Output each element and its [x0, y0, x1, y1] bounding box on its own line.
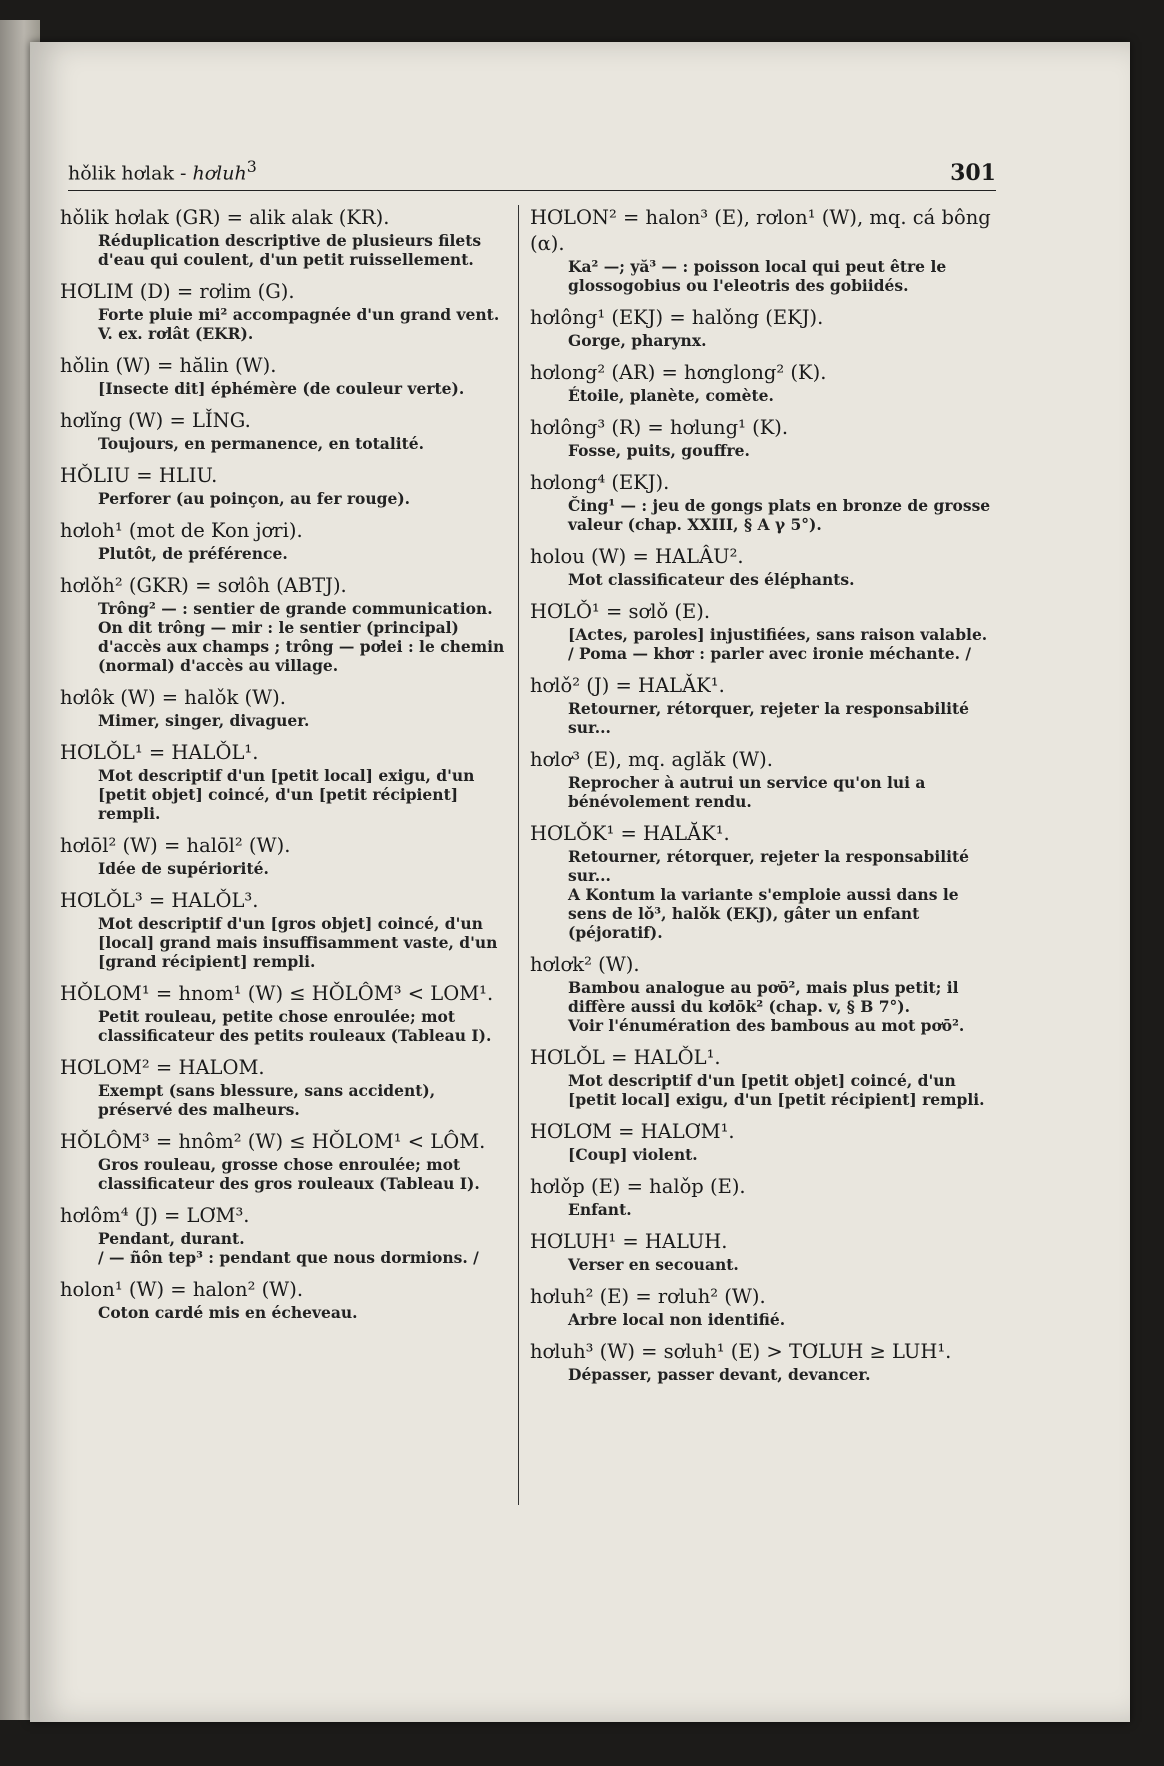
- entry-headword: HƠLǑK¹ = HALĂK¹.: [530, 822, 730, 845]
- entry-definition: [Insecte dit] éphémère (de couleur verte).: [98, 379, 465, 398]
- dictionary-entry: [60, 1129, 515, 1193]
- entry-headword: HƠLǑL¹ = HALǑL¹.: [60, 741, 259, 764]
- dictionary-entry: [530, 747, 1000, 811]
- entry-definition: / Poma — khơr : parler avec ironie méchante. /: [568, 644, 972, 663]
- entry-definition: Plutôt, de préférence.: [98, 544, 288, 563]
- dictionary-entry: [530, 544, 1000, 589]
- dictionary-entry: [60, 888, 515, 971]
- entry-definition: Enfant.: [568, 1200, 632, 1219]
- entry-headword: HƠLUH¹ = HALUH.: [530, 1230, 728, 1253]
- entry-definition: Mot descriptif d'un [petit objet] coincé, d'un [petit local] exigu, d'un [petit récipient] rempli.: [568, 1071, 985, 1109]
- entry-headword: HǑLÔM³ = hnôm² (W) ≤ HǑLOM¹ < LÔM.: [60, 1130, 486, 1153]
- entry-headword: hơlơk² (W).: [530, 953, 640, 976]
- dictionary-entry: [530, 1174, 1000, 1219]
- entry-definition: Fosse, puits, gouffre.: [568, 441, 750, 460]
- entry-definition: Reprocher à autrui un service qu'on lui a bénévolement rendu.: [568, 773, 926, 811]
- entry-definition: Bambou analogue au pơō², mais plus petit; il diffère aussi du kơlōk² (chap. v, § B 7°).: [568, 978, 959, 1016]
- entry-headword: HǑLOM¹ = hnom¹ (W) ≤ HǑLÔM³ < LOM¹.: [60, 982, 494, 1005]
- entry-definition: Gorge, pharynx.: [568, 331, 707, 350]
- entry-definition: Dépasser, passer devant, devancer.: [568, 1365, 871, 1384]
- entry-definition: Coton cardé mis en écheveau.: [98, 1303, 358, 1322]
- entry-headword: hǒlin (W) = hălin (W).: [60, 354, 277, 377]
- entry-definition: Čing¹ — : jeu de gongs plats en bronze de grosse valeur (chap. XXIII, § A γ 5°).: [568, 496, 991, 534]
- entry-definition: Réduplication descriptive de plusieurs filets d'eau qui coulent, d'un petit ruissellement.: [98, 231, 482, 269]
- dictionary-entry: [530, 360, 1000, 405]
- entry-headword: HƠLƠM = HALƠM¹.: [530, 1120, 735, 1143]
- entry-headword: HƠLǑL³ = HALǑL³.: [60, 889, 259, 912]
- entry-definition: Mot descriptif d'un [gros objet] coincé, d'un [local] grand mais insuffisamment vaste, d'un [grand récipient] rempli.: [98, 914, 498, 971]
- entry-headword: hơlǒ² (J) = HALǍK¹.: [530, 674, 725, 697]
- dictionary-entry: [60, 518, 515, 563]
- entry-headword: hơluh² (E) = rơluh² (W).: [530, 1285, 766, 1308]
- dictionary-entry: [60, 1055, 515, 1119]
- dictionary-entry: [60, 573, 515, 675]
- entry-definition: Pendant, durant.: [98, 1229, 245, 1248]
- page-header: [68, 150, 996, 191]
- entry-definition: Mot classificateur des éléphants.: [568, 570, 855, 589]
- dictionary-entry: [60, 353, 515, 398]
- entry-definition: Verser en secouant.: [568, 1255, 739, 1274]
- entry-headword: hơlǒp (E) = halǒp (E).: [530, 1175, 746, 1198]
- entry-headword: hơlong⁴ (EKJ).: [530, 471, 670, 494]
- entry-headword: hơlông³ (R) = hơlung¹ (K).: [530, 416, 789, 439]
- dictionary-entry: [60, 1277, 515, 1322]
- entry-headword: hơlơ³ (E), mq. aglăk (W).: [530, 748, 773, 771]
- entry-definition: A Kontum la variante s'emploie aussi dans le sens de lǒ³, halǒk (EKJ), gâter un enfant (péjoratif).: [568, 885, 959, 942]
- dictionary-entry: [530, 599, 1000, 663]
- entry-headword: HǑLIU = HLIU.: [60, 464, 218, 487]
- dictionary-entry: [530, 1229, 1000, 1274]
- dictionary-entry: [60, 1203, 515, 1267]
- entry-headword: HƠLIM (D) = rơlim (G).: [60, 280, 295, 303]
- entry-definition: Voir l'énumération des bambous au mot pơō².: [568, 1016, 965, 1035]
- entry-headword: HƠLǑ¹ = sơlǒ (E).: [530, 600, 711, 623]
- dictionary-entry: [60, 685, 515, 730]
- entry-headword: hơlǐng (W) = LǏNG.: [60, 409, 251, 432]
- entry-definition: Retourner, rétorquer, rejeter la responsabilité sur...: [568, 699, 970, 737]
- dictionary-entry: [530, 205, 1000, 295]
- entry-definition: Mimer, singer, divaguer.: [98, 711, 310, 730]
- dictionary-entry: [530, 673, 1000, 737]
- left-column: [60, 205, 515, 1332]
- dictionary-entry: [60, 833, 515, 878]
- dictionary-entry: [530, 305, 1000, 350]
- dictionary-entry: [60, 279, 515, 343]
- dictionary-entry: [530, 1045, 1000, 1109]
- entry-definition: V. ex. rơlât (EKR).: [98, 324, 254, 343]
- dictionary-entry: [530, 821, 1000, 942]
- entry-headword: HƠLǑL = HALǑL¹.: [530, 1046, 721, 1069]
- dictionary-entry: [60, 205, 515, 269]
- entry-definition: [Actes, paroles] injustifiées, sans raison valable.: [568, 625, 988, 644]
- dictionary-entry: [530, 1284, 1000, 1329]
- dictionary-entry: [530, 470, 1000, 534]
- entry-headword: holon¹ (W) = halon² (W).: [60, 1278, 304, 1301]
- dictionary-entry: [60, 408, 515, 453]
- entry-definition: Retourner, rétorquer, rejeter la responsabilité sur...: [568, 847, 970, 885]
- dictionary-entry: [60, 981, 515, 1045]
- entry-definition: Mot descriptif d'un [petit local] exigu, d'un [petit objet] coincé, d'un [petit récipient] rempli.: [98, 766, 475, 823]
- entry-definition: Toujours, en permanence, en totalité.: [98, 434, 425, 453]
- entry-definition: Exempt (sans blessure, sans accident), préservé des malheurs.: [98, 1081, 436, 1119]
- entry-definition: Étoile, planète, comète.: [568, 386, 774, 405]
- dictionary-entry: [530, 1339, 1000, 1384]
- dictionary-entry: [530, 1119, 1000, 1164]
- page-number: 301: [950, 160, 996, 186]
- dictionary-entry: [60, 463, 515, 508]
- entry-headword: hơlōl² (W) = halōl² (W).: [60, 834, 291, 857]
- entry-headword: hơluh³ (W) = sơluh¹ (E) > TƠLUH ≥ LUH¹.: [530, 1340, 952, 1363]
- running-head: hǒlik hơlak - hơluh$^3$: [68, 156, 257, 184]
- entry-definition: Trông² — : sentier de grande communication. On dit trông — mir : le sentier (principal) d'accès aux champs ; trông — pơlei : le chemin (normal) d'accès au village.: [98, 599, 505, 675]
- entry-headword: HƠLON² = halon³ (E), rơlon¹ (W), mq. cá bông (α).: [530, 206, 991, 255]
- right-column: [530, 205, 1000, 1394]
- column-divider: [518, 205, 519, 1505]
- entry-definition: / — ñôn tep³ : pendant que nous dormions. /: [98, 1248, 479, 1267]
- entry-definition: Forte pluie mi² accompagnée d'un grand vent.: [98, 305, 500, 324]
- entry-headword: hơlǒh² (GKR) = sơlôh (ABTJ).: [60, 574, 347, 597]
- entry-headword: hơloh¹ (mot de Kon jơri).: [60, 519, 303, 542]
- entry-definition: Idée de supériorité.: [98, 859, 269, 878]
- dictionary-entry: [60, 740, 515, 823]
- entry-headword: hơlôk (W) = halǒk (W).: [60, 686, 286, 709]
- entry-headword: hơlong² (AR) = hơnglong² (K).: [530, 361, 827, 384]
- entry-definition: Petit rouleau, petite chose enroulée; mot classificateur des petits rouleaux (Tableau I).: [98, 1007, 492, 1045]
- entry-headword: HƠLOM² = HALOM.: [60, 1056, 265, 1079]
- dictionary-entry: [530, 952, 1000, 1035]
- entry-headword: holou (W) = HALÂU².: [530, 545, 744, 568]
- entry-definition: [Coup] violent.: [568, 1145, 698, 1164]
- entry-definition: Ka² —; yă³ — : poisson local qui peut être le glossogobius ou l'eleotris des gobiidés.: [568, 257, 947, 295]
- entry-headword: hǒlik hơlak (GR) = alik alak (KR).: [60, 206, 390, 229]
- entry-definition: Arbre local non identifié.: [568, 1310, 786, 1329]
- entry-headword: hơlông¹ (EKJ) = halǒng (EKJ).: [530, 306, 824, 329]
- entry-definition: Gros rouleau, grosse chose enroulée; mot classificateur des gros rouleaux (Tableau I).: [98, 1155, 480, 1193]
- dictionary-entry: [530, 415, 1000, 460]
- entry-headword: hơlôm⁴ (J) = LƠM³.: [60, 1204, 250, 1227]
- entry-definition: Perforer (au poinçon, au fer rouge).: [98, 489, 411, 508]
